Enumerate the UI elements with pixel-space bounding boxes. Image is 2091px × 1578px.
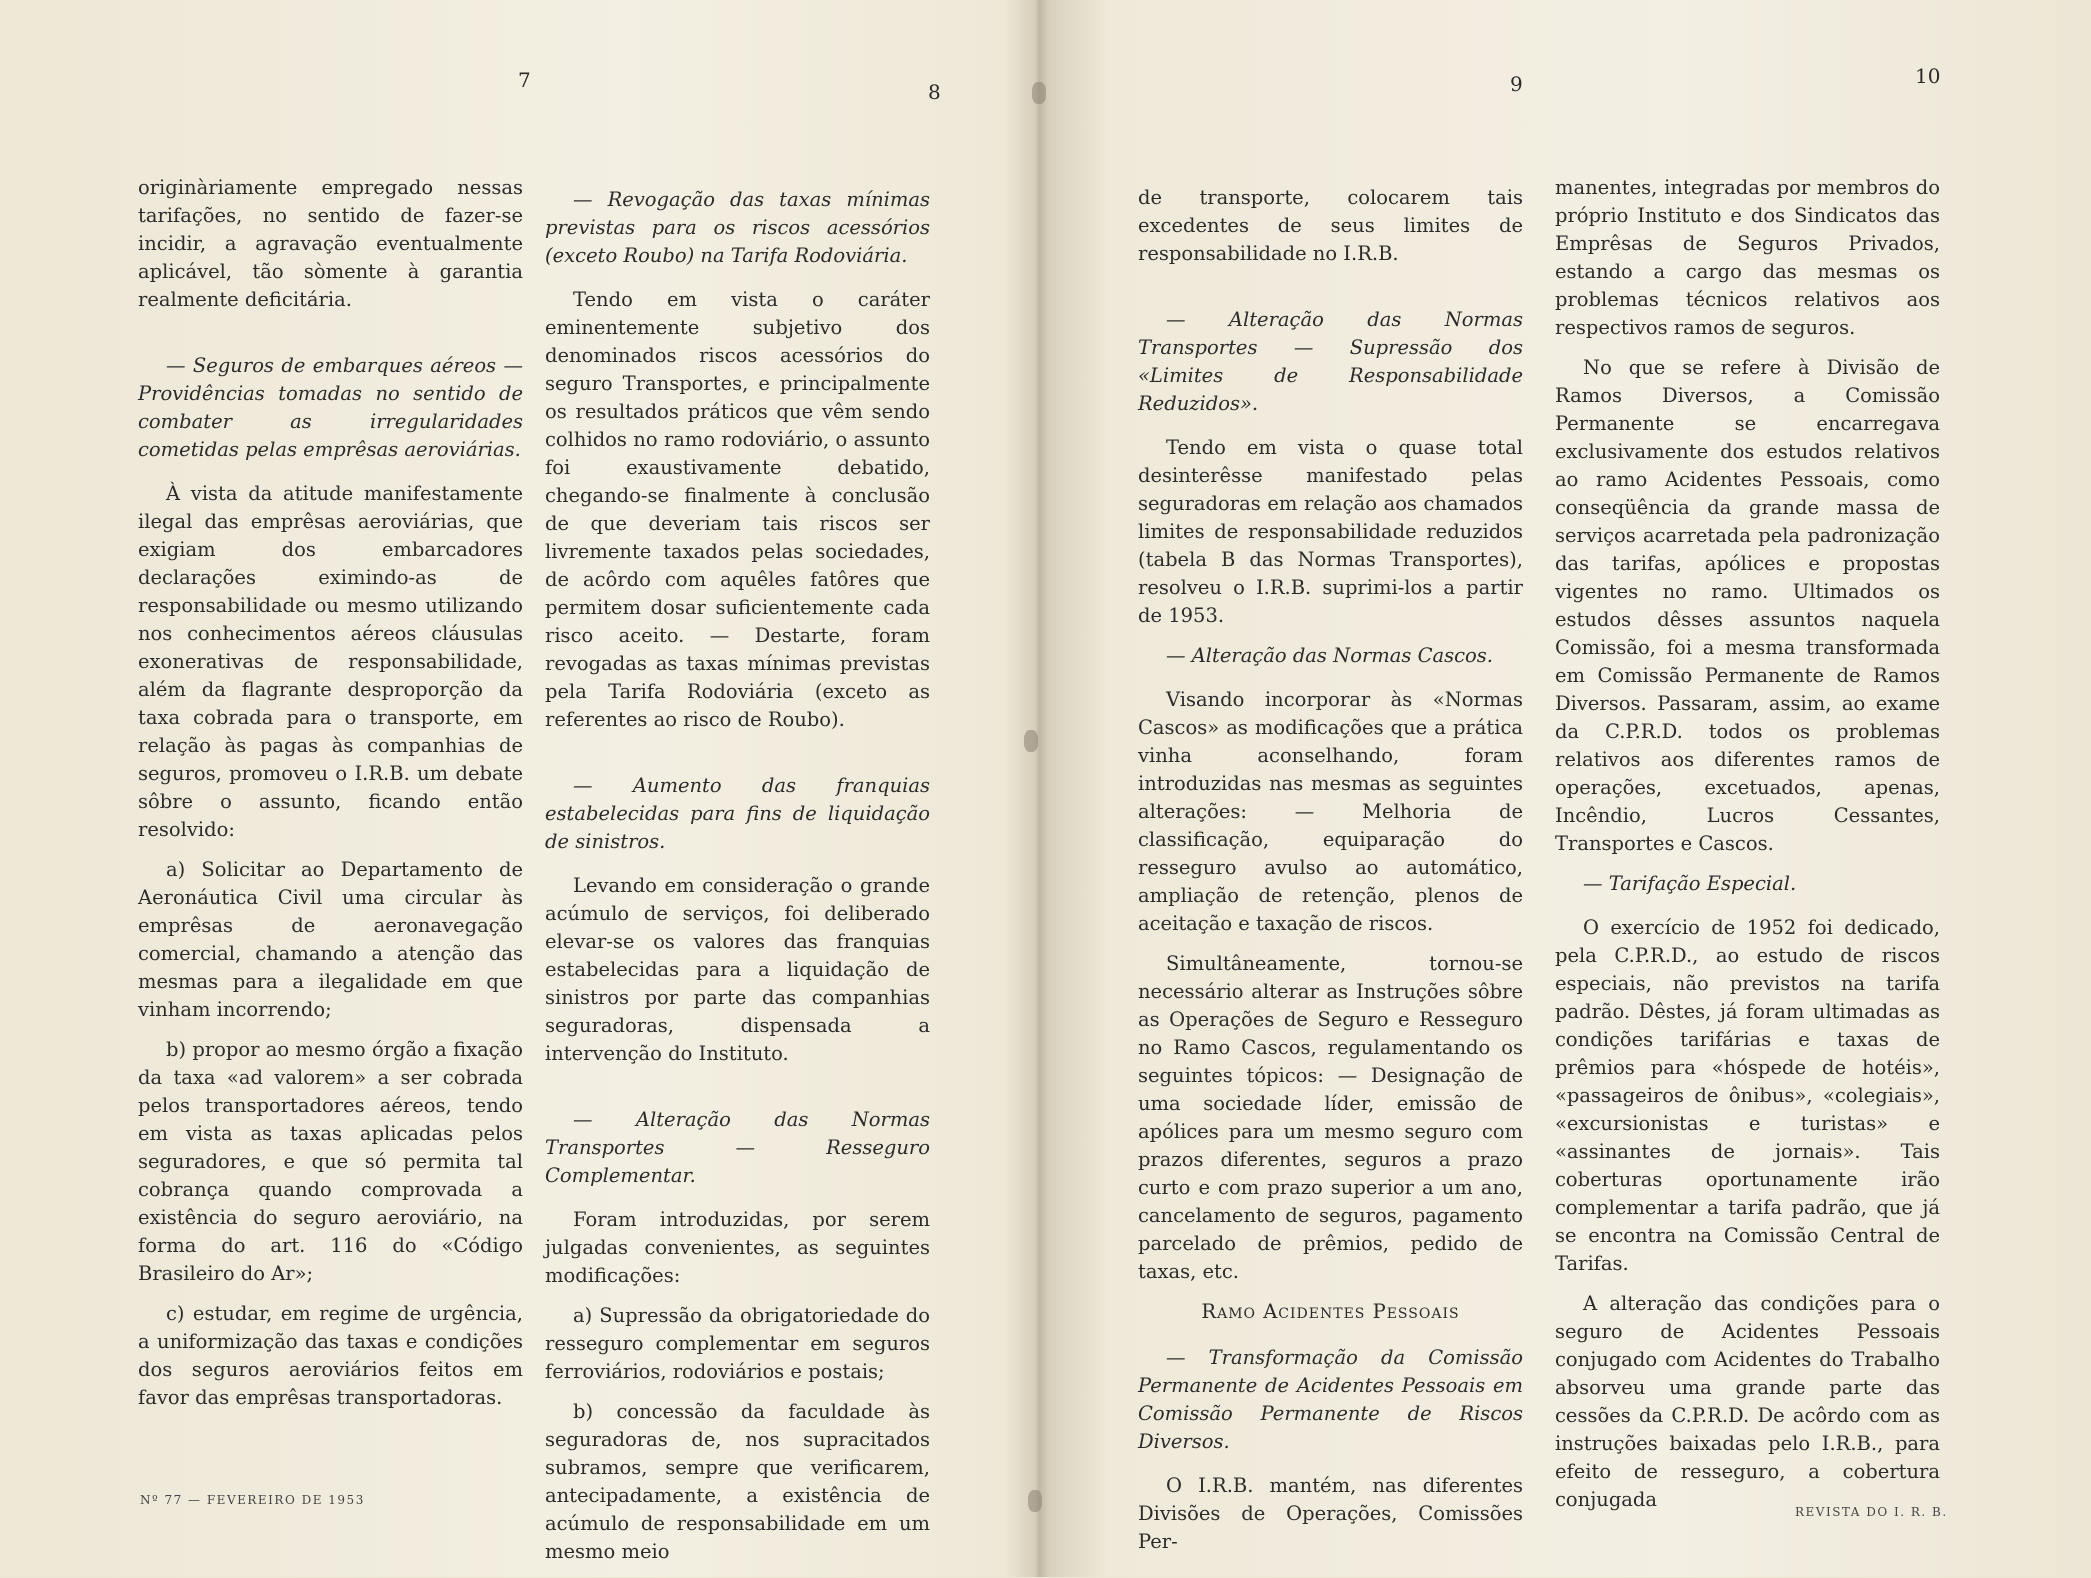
paragraph: manentes, integradas por membros do próprio Instituto e dos Sindicatos das Emprêsas de Seguros Privados, estando a cargo das mesmas os problemas técnicos relativos aos respectivos ramos de seguros. — [1555, 176, 1940, 339]
footer-issue: Nº 77 — FEVEREIRO DE 1953 — [140, 1493, 365, 1507]
binding-mark — [1028, 1490, 1042, 1512]
paragraph: Simultâneamente, tornou-se necessário alterar as Instruções sôbre as Operações de Seguro e Resseguro no Ramo Cascos, regulamentando os seguintes tópicos: — Designação de uma sociedade líder, emissão de apólices para um mesmo seguro com prazos diferentes, seguros a prazo curto e com prazo superior a um ano, cancelamento de seguros, pagamento parcelado de prêmios, pedido de taxas, etc. — [1138, 952, 1523, 1283]
page-number-8: 8 — [928, 80, 941, 104]
paragraph: Tendo em vista o caráter eminentemente subjetivo dos denominados riscos acessórios do seguro Transportes, e principalmente os resultados práticos que vêm sendo colhidos no ramo rodoviário, o assunto foi exaustivamente debatido, chegando-se finalmente à conclusão de que deveriam tais riscos ser livremente taxados pelas sociedades, de acôrdo com aquêles fatôres que permitem dosar suficientemente cada risco aceito. — Destarte, foram revogadas as taxas mínimas previstas pela Tarifa Rodoviária (exceto as referentes ao risco de Roubo). — [545, 288, 930, 731]
paragraph: Visando incorporar às «Normas Cascos» as modificações que a prática vinha aconselhando, foram introduzidas nas mesmas as seguintes alterações: — Melhoria de classificação, equiparação do resseguro avulso ao automático, ampliação de retenção, plenos de aceitação e taxação de riscos. — [1138, 688, 1523, 935]
section-heading: — Aumento das franquias estabelecidas para fins de liquidação de sinistros. — [545, 774, 930, 853]
column-page-7 — [138, 174, 523, 1424]
footer-journal: REVISTA DO I. R. B. — [1795, 1505, 1948, 1519]
page-number-10: 10 — [1915, 64, 1941, 88]
page-number-9: 9 — [1510, 72, 1523, 96]
list-item: b) concessão da faculdade às seguradoras de, nos supracitados subramos, sempre que verificarem, antecipadamente, a existência de acúmulo de responsabilidade em um mesmo meio — [545, 1400, 930, 1563]
list-item: b) propor ao mesmo órgão a fixação da taxa «ad valorem» a ser cobrada pelos transportadores aéreos, tendo em vista as taxas aplicadas pelos seguradores, e que só permita tal cobrança quando comprovada a existência do seguro aeroviário, na forma do art. 116 do «Código Brasileiro do Ar»; — [138, 1038, 523, 1285]
binding-mark — [1032, 82, 1046, 104]
paragraph: O I.R.B. mantém, nas diferentes Divisões de Operações, Comissões Per- — [1138, 1474, 1523, 1553]
section-heading: — Alteração das Normas Transportes — Supressão dos «Limites de Responsabilidade Reduzidos». — [1138, 308, 1523, 415]
section-heading: — Transformação da Comissão Permanente de Acidentes Pessoais em Comissão Permanente de Riscos Diversos. — [1138, 1346, 1523, 1453]
section-heading: — Revogação das taxas mínimas previstas para os riscos acessórios (exceto Roubo) na Tarifa Rodoviária. — [545, 188, 930, 267]
page-number-7: 7 — [518, 68, 531, 92]
paragraph: Tendo em vista o quase total desinterêsse manifestado pelas seguradoras em relação aos chamados limites de responsabilidade reduzidos (tabela B das Normas Transportes), resolveu o I.R.B. suprimi-los a partir de 1953. — [1138, 436, 1523, 627]
section-title: Ramo Acidentes Pessoais — [1201, 1300, 1460, 1323]
list-item: a) Supressão da obrigatoriedade do resseguro complementar em seguros ferroviários, rodoviários e postais; — [545, 1304, 930, 1383]
paragraph: No que se refere à Divisão de Ramos Diversos, a Comissão Permanente se encarregava exclusivamente dos estudos relativos ao ramo Acidentes Pessoais, como conseqüência da grande massa de serviços acarretada pela padronização das tarifas, apólices e propostas vigentes no ramo. Ultimados os estudos dêsses assuntos naquela Comissão, foi a mesma transformada em Comissão Permanente de Ramos Diversos. Passaram, assim, ao exame da C.P.R.D. todos os problemas relativos aos diferentes ramos de operações, excetuados, apenas, Incêndio, Lucros Cessantes, Transportes e Cascos. — [1555, 356, 1940, 855]
column-page-10 — [1555, 174, 1940, 1526]
section-heading: — Tarifação Especial. — [1583, 872, 1797, 895]
section-heading: — Seguros de embarques aéreos — Providências tomadas no sentido de combater as irregularidades cometidas pelas emprêsas aeroviárias. — [138, 354, 523, 461]
binding-mark — [1024, 730, 1038, 752]
section-heading: — Alteração das Normas Transportes — Resseguro Complementar. — [545, 1108, 930, 1187]
paragraph: A alteração das condições para o seguro de Acidentes Pessoais conjugado com Acidentes do Trabalho absorveu uma grande parte das cessões da C.P.R.D. De acôrdo com as instruções baixadas pelo I.R.B., para efeito de resseguro, a cobertura conjugada — [1555, 1292, 1940, 1511]
paragraph: Foram introduzidas, por serem julgadas convenientes, as seguintes modificações: — [545, 1208, 930, 1287]
section-heading: — Alteração das Normas Cascos. — [1166, 644, 1494, 667]
list-item: c) estudar, em regime de urgência, a uniformização das taxas e condições dos seguros aeroviários feitos em favor das emprêsas transportadoras. — [138, 1302, 523, 1409]
paragraph: À vista da atitude manifestamente ilegal das emprêsas aeroviárias, que exigiam dos embarcadores declarações eximindo-as de responsabilidade ou mesmo utilizando nos conhecimentos aéreos cláusulas exonerativas de responsabilidade, além da flagrante desproporção da taxa cobrada para o transporte, em relação às pagas às companhias de seguros, promoveu o I.R.B. um debate sôbre o assunto, ficando então resolvido: — [138, 482, 523, 841]
column-page-9 — [1138, 184, 1523, 1568]
paragraph: de transporte, colocarem tais excedentes de seus limites de responsabilidade no I.R.B. — [1138, 186, 1523, 265]
paragraph: Levando em consideração o grande acúmulo de serviços, foi deliberado elevar-se os valores das franquias estabelecidas para a liquidação de sinistros por parte das companhias seguradoras, dispensada a intervenção do Instituto. — [545, 874, 930, 1065]
list-item: a) Solicitar ao Departamento de Aeronáutica Civil uma circular às emprêsas de aeronavegação comercial, chamando a atenção das mesmas para a ilegalidade em que vinham incorrendo; — [138, 858, 523, 1021]
paragraph: originàriamente empregado nessas tarifações, no sentido de fazer-se incidir, a agravação eventualmente aplicável, tão sòmente à garantia realmente deficitária. — [138, 176, 523, 311]
column-page-8 — [545, 186, 930, 1578]
paragraph: O exercício de 1952 foi dedicado, pela C.P.R.D., ao estudo de riscos especiais, não previstos na tarifa padrão. Dêstes, já foram ultimadas as condições tarifárias e taxas de prêmios para «hóspede de hotéis», «passageiros de ônibus», «colegiais», «excursionistas e turistas» e «assinantes de jornais». Tais coberturas oportunamente irão complementar a tarifa padrão, que já se encontra na Comissão Central de Tarifas. — [1555, 916, 1940, 1275]
